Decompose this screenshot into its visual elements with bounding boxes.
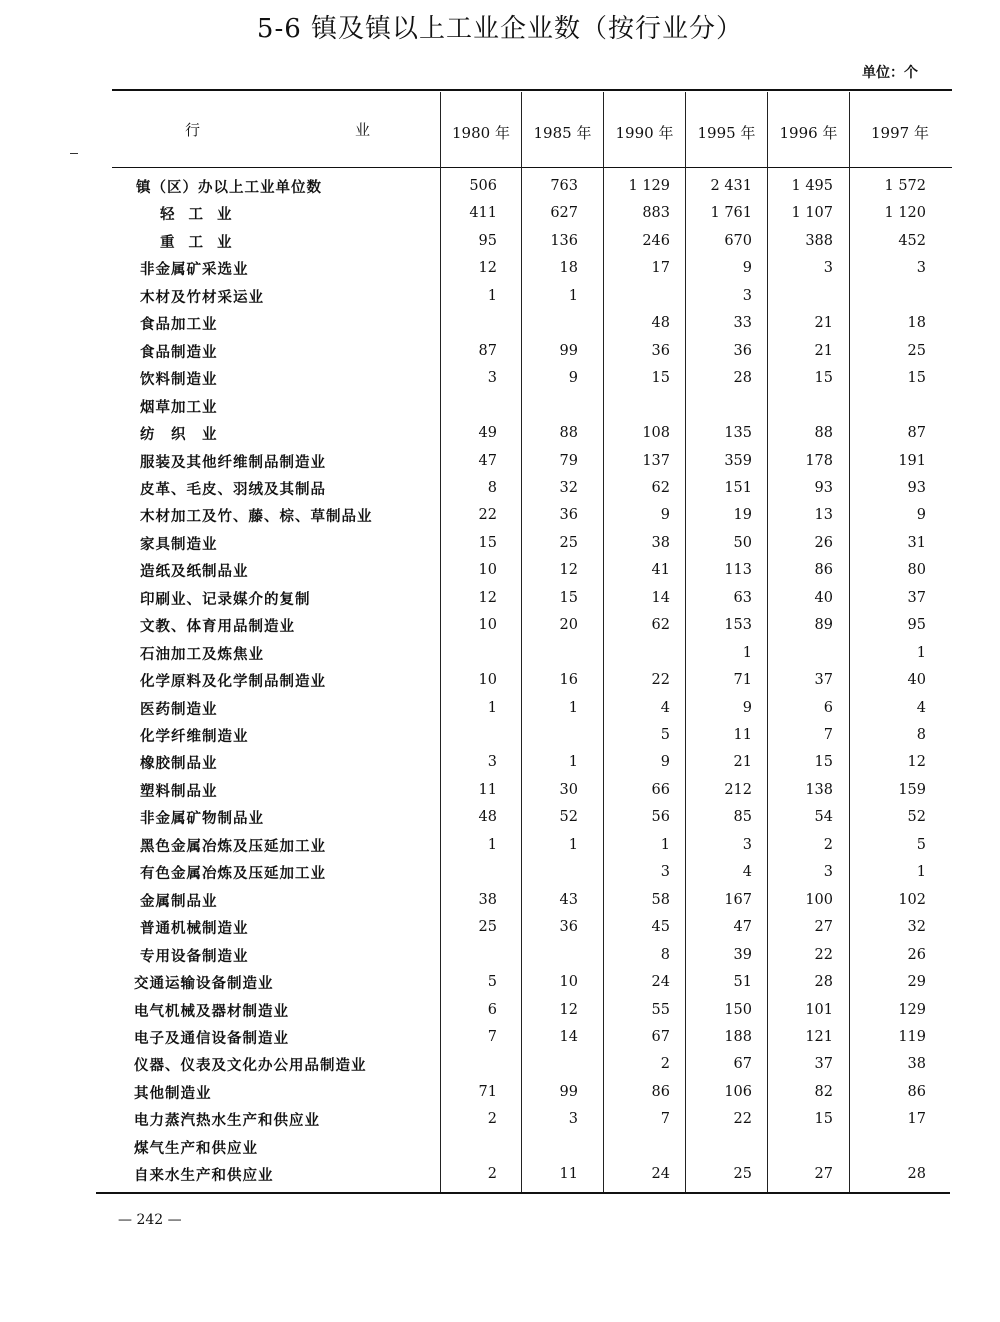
row-label: 塑料制品业	[140, 783, 218, 800]
row-value: 8	[487, 479, 497, 496]
row-value: 52	[907, 809, 926, 826]
row-value: 86	[814, 562, 833, 579]
year-header: 1985 年	[533, 124, 592, 142]
table-row	[0, 698, 1000, 725]
table-row	[0, 313, 1000, 340]
row-value: 37	[814, 672, 833, 689]
row-value: 1 495	[791, 178, 833, 194]
row-value: 3	[916, 260, 926, 277]
row-value: 129	[898, 1001, 926, 1018]
row-value: 411	[469, 205, 497, 222]
row-value: 87	[907, 425, 926, 442]
row-value: 178	[805, 452, 833, 469]
row-value: 37	[814, 1056, 833, 1073]
row-label: 服装及其他纤维制品制造业	[140, 454, 326, 471]
row-label: 交通运输设备制造业	[134, 976, 274, 993]
row-value: 48	[651, 315, 670, 332]
row-value: 38	[907, 1056, 926, 1073]
row-value: 36	[559, 919, 578, 936]
row-value: 5	[487, 974, 497, 991]
row-value: 138	[805, 781, 833, 798]
row-value: 2 431	[710, 178, 752, 194]
table-row	[0, 1109, 1000, 1136]
row-value: 119	[898, 1028, 926, 1045]
row-value: 17	[651, 260, 670, 277]
industry-column-header	[185, 119, 370, 140]
row-label: 印刷业、记录媒介的复制	[140, 591, 311, 608]
table-row	[0, 972, 1000, 999]
row-value: 13	[814, 507, 833, 524]
row-value: 27	[814, 1166, 833, 1183]
row-value: 38	[478, 891, 497, 908]
row-label: 食品加工业	[140, 317, 218, 334]
row-value: 1	[916, 644, 926, 661]
industry-header-right: 业	[354, 121, 370, 139]
year-header: 1980 年	[452, 124, 510, 142]
row-label: 木材及竹材采运业	[140, 289, 264, 306]
row-value: 15	[814, 1111, 833, 1128]
row-label: 电力蒸汽热水生产和供应业	[134, 1113, 320, 1130]
row-value: 51	[733, 974, 752, 991]
page-number: — 242 —	[118, 1212, 182, 1228]
row-value: 40	[907, 672, 926, 689]
table-row	[0, 670, 1000, 697]
row-value: 10	[478, 562, 497, 579]
row-value: 93	[907, 479, 926, 496]
row-value: 93	[814, 479, 833, 496]
row-value: 3	[823, 864, 833, 881]
table-row	[0, 890, 1000, 917]
row-label: 纺 织 业	[140, 427, 218, 444]
row-value: 38	[651, 534, 670, 551]
row-value: 67	[651, 1028, 670, 1045]
row-value: 191	[898, 452, 926, 469]
row-value: 212	[724, 781, 752, 798]
row-value: 1	[487, 699, 497, 716]
row-label: 其他制造业	[134, 1085, 212, 1102]
row-value: 8	[916, 727, 926, 743]
row-value: 41	[651, 562, 670, 579]
row-value: 3	[660, 864, 670, 881]
table-row	[0, 1137, 1000, 1164]
row-value: 1	[487, 287, 497, 304]
row-value: 55	[651, 1001, 670, 1018]
table-row	[0, 780, 1000, 807]
row-value: 11	[559, 1166, 578, 1183]
row-value: 62	[651, 617, 670, 634]
row-value: 14	[559, 1028, 578, 1045]
row-value: 9	[742, 699, 752, 716]
row-value: 12	[907, 754, 926, 771]
table-row	[0, 505, 1000, 532]
row-value: 1	[916, 864, 926, 881]
row-value: 36	[651, 342, 670, 359]
row-value: 1	[568, 754, 578, 771]
row-value: 52	[559, 809, 578, 826]
table-row	[0, 478, 1000, 505]
row-value: 1 120	[884, 205, 926, 222]
table-row	[0, 1082, 1000, 1109]
row-label: 轻工业	[160, 207, 246, 224]
table-row	[0, 588, 1000, 615]
row-value: 113	[724, 562, 752, 579]
row-value: 62	[651, 479, 670, 496]
row-value: 24	[651, 1166, 670, 1183]
row-value: 32	[907, 919, 926, 936]
row-value: 506	[469, 178, 497, 194]
row-value: 2	[660, 1056, 670, 1073]
row-value: 6	[487, 1001, 497, 1018]
row-value: 3	[568, 1111, 578, 1128]
row-value: 28	[733, 370, 752, 387]
row-value: 79	[559, 452, 578, 469]
row-label: 化学原料及化学制品制造业	[140, 674, 326, 691]
row-value: 85	[733, 809, 752, 826]
year-header: 1995 年	[697, 124, 756, 142]
row-value: 63	[733, 589, 752, 606]
row-value: 452	[898, 232, 926, 249]
industry-header-left: 行	[185, 121, 201, 139]
table-row	[0, 1000, 1000, 1027]
row-label: 仪器、仪表及文化办公用品制造业	[134, 1058, 367, 1075]
row-value: 82	[814, 1083, 833, 1100]
row-value: 14	[651, 589, 670, 606]
row-value: 4	[916, 699, 926, 716]
row-label: 食品制造业	[140, 344, 218, 361]
row-value: 26	[907, 946, 926, 963]
table-row	[0, 643, 1000, 670]
row-value: 20	[559, 617, 578, 634]
row-value: 33	[733, 315, 752, 332]
table-row	[0, 203, 1000, 230]
row-value: 1 572	[884, 178, 926, 194]
row-value: 24	[651, 974, 670, 991]
row-value: 7	[660, 1111, 670, 1128]
row-value: 15	[814, 754, 833, 771]
row-value: 89	[814, 617, 833, 634]
table-row	[0, 341, 1000, 368]
header-bottom-rule	[112, 167, 952, 168]
row-value: 31	[907, 534, 926, 551]
row-value: 54	[814, 809, 833, 826]
row-value: 3	[742, 287, 752, 304]
row-value: 25	[559, 534, 578, 551]
row-value: 15	[907, 370, 926, 387]
row-value: 39	[733, 946, 752, 963]
row-value: 19	[733, 507, 752, 524]
row-label: 木材加工及竹、藤、棕、草制品业	[140, 509, 373, 526]
row-value: 763	[550, 178, 578, 194]
row-value: 22	[478, 507, 497, 524]
row-value: 153	[724, 617, 752, 634]
row-value: 87	[478, 342, 497, 359]
row-value: 22	[814, 946, 833, 963]
row-value: 95	[907, 617, 926, 634]
row-label: 文教、体育用品制造业	[140, 619, 295, 636]
row-value: 36	[559, 507, 578, 524]
row-value: 66	[651, 781, 670, 798]
row-value: 2	[823, 836, 833, 853]
table-row	[0, 176, 1000, 203]
row-value: 1	[568, 836, 578, 853]
row-value: 15	[478, 534, 497, 551]
table-row	[0, 917, 1000, 944]
row-value: 21	[814, 342, 833, 359]
row-label: 煤气生产和供应业	[134, 1140, 258, 1157]
row-value: 2	[487, 1111, 497, 1128]
row-label: 饮料制造业	[140, 372, 218, 389]
row-value: 15	[651, 370, 670, 387]
row-value: 1	[487, 836, 497, 853]
row-value: 9	[742, 260, 752, 277]
row-value: 16	[559, 672, 578, 689]
row-value: 95	[478, 232, 497, 249]
row-value: 102	[898, 891, 926, 908]
row-label: 专用设备制造业	[140, 948, 249, 965]
row-value: 9	[916, 507, 926, 524]
row-value: 25	[478, 919, 497, 936]
row-value: 9	[660, 507, 670, 524]
table-row	[0, 423, 1000, 450]
row-value: 3	[823, 260, 833, 277]
row-label: 医药制造业	[140, 701, 218, 718]
row-value: 15	[559, 589, 578, 606]
row-value: 10	[478, 672, 497, 689]
row-value: 40	[814, 589, 833, 606]
row-value: 2	[487, 1166, 497, 1183]
row-value: 3	[742, 836, 752, 853]
unit-label: 单位：个	[862, 65, 918, 81]
row-label: 黑色金属冶炼及压延加工业	[140, 838, 326, 855]
row-value: 121	[805, 1028, 833, 1045]
row-value: 22	[651, 672, 670, 689]
row-value: 48	[478, 809, 497, 826]
row-value: 47	[733, 919, 752, 936]
row-value: 58	[651, 891, 670, 908]
row-value: 627	[550, 205, 578, 222]
row-label: 普通机械制造业	[140, 921, 249, 938]
row-label: 有色金属冶炼及压延加工业	[140, 866, 326, 883]
row-value: 4	[660, 699, 670, 716]
table-row	[0, 862, 1000, 889]
row-value: 21	[733, 754, 752, 771]
table-row	[0, 615, 1000, 642]
page-title: 5-6 镇及镇以上工业企业数（按行业分）	[256, 14, 744, 44]
row-value: 28	[814, 974, 833, 991]
row-value: 86	[651, 1083, 670, 1100]
table-row	[0, 835, 1000, 862]
row-label: 电气机械及器材制造业	[134, 1003, 289, 1020]
row-value: 883	[642, 205, 670, 222]
row-value: 136	[550, 232, 578, 249]
row-value: 4	[742, 864, 752, 881]
row-value: 88	[559, 425, 578, 442]
table-row	[0, 1054, 1000, 1081]
row-label: 自来水生产和供应业	[134, 1168, 274, 1185]
table-row	[0, 1027, 1000, 1054]
row-value: 135	[724, 425, 752, 442]
row-value: 11	[733, 727, 752, 743]
row-value: 12	[559, 1001, 578, 1018]
row-value: 29	[907, 974, 926, 991]
row-label: 电子及通信设备制造业	[134, 1030, 289, 1047]
table-row	[0, 286, 1000, 313]
row-label: 金属制品业	[140, 893, 218, 910]
table-row	[0, 725, 1000, 752]
row-value: 246	[642, 232, 670, 249]
row-value: 21	[814, 315, 833, 332]
table-row	[0, 807, 1000, 834]
row-label: 重工业	[160, 234, 246, 251]
year-header: 1996 年	[779, 124, 838, 142]
table-row	[0, 451, 1000, 478]
table-row	[0, 368, 1000, 395]
row-value: 167	[724, 891, 752, 908]
row-label: 化学纤维制造业	[140, 729, 249, 745]
table-row	[0, 396, 1000, 423]
row-value: 26	[814, 534, 833, 551]
row-value: 5	[916, 836, 926, 853]
row-value: 6	[823, 699, 833, 716]
row-value: 28	[907, 1166, 926, 1183]
row-label: 镇（区）办以上工业单位数	[136, 180, 322, 196]
row-value: 151	[724, 479, 752, 496]
row-value: 88	[814, 425, 833, 442]
row-value: 3	[487, 754, 497, 771]
row-value: 9	[660, 754, 670, 771]
row-value: 7	[823, 727, 833, 743]
row-value: 108	[642, 425, 670, 442]
row-value: 71	[733, 672, 752, 689]
row-value: 1	[742, 644, 752, 661]
table-top-rule	[112, 89, 952, 91]
row-value: 86	[907, 1083, 926, 1100]
row-value: 1 761	[710, 205, 752, 222]
row-value: 1	[660, 836, 670, 853]
row-label: 石油加工及炼焦业	[140, 646, 264, 663]
table-row	[0, 258, 1000, 285]
row-value: 5	[660, 727, 670, 743]
row-value: 25	[907, 342, 926, 359]
scan-mark	[70, 153, 78, 154]
row-value: 50	[733, 534, 752, 551]
row-value: 11	[478, 781, 497, 798]
row-value: 12	[478, 589, 497, 606]
row-value: 18	[559, 260, 578, 277]
table-row	[0, 945, 1000, 972]
row-value: 43	[559, 891, 578, 908]
row-value: 37	[907, 589, 926, 606]
row-value: 670	[724, 232, 752, 249]
row-value: 12	[478, 260, 497, 277]
row-label: 皮革、毛皮、羽绒及其制品	[140, 481, 326, 498]
table-row	[0, 533, 1000, 560]
row-value: 30	[559, 781, 578, 798]
row-value: 71	[478, 1083, 497, 1100]
row-value: 27	[814, 919, 833, 936]
row-label: 非金属矿采选业	[140, 262, 249, 279]
row-value: 100	[805, 891, 833, 908]
row-value: 22	[733, 1111, 752, 1128]
row-value: 32	[559, 479, 578, 496]
row-value: 8	[660, 946, 670, 963]
row-value: 1	[568, 287, 578, 304]
row-value: 99	[559, 342, 578, 359]
row-value: 47	[478, 452, 497, 469]
row-label: 橡胶制品业	[140, 756, 218, 773]
row-value: 49	[478, 425, 497, 442]
row-value: 359	[724, 452, 752, 469]
row-value: 1 107	[791, 205, 833, 222]
row-value: 101	[805, 1001, 833, 1018]
year-header: 1997 年	[871, 124, 929, 142]
row-value: 25	[733, 1166, 752, 1183]
year-header: 1990 年	[615, 124, 674, 142]
row-value: 137	[642, 452, 670, 469]
row-value: 10	[478, 617, 497, 634]
row-value: 150	[724, 1001, 752, 1018]
row-value: 1 129	[628, 178, 670, 194]
row-value: 56	[651, 809, 670, 826]
row-value: 10	[559, 974, 578, 991]
table-row	[0, 231, 1000, 258]
row-label: 非金属矿物制品业	[140, 811, 264, 828]
row-value: 1	[568, 699, 578, 716]
row-value: 12	[559, 562, 578, 579]
row-value: 9	[568, 370, 578, 387]
row-value: 3	[487, 370, 497, 387]
row-label: 烟草加工业	[140, 399, 218, 416]
table-bottom-rule	[96, 1192, 950, 1194]
table-row	[0, 1164, 1000, 1191]
row-value: 15	[814, 370, 833, 387]
row-value: 188	[724, 1028, 752, 1045]
row-value: 99	[559, 1083, 578, 1100]
row-value: 159	[898, 781, 926, 798]
row-value: 36	[733, 342, 752, 359]
row-value: 388	[805, 232, 833, 249]
row-value: 80	[907, 562, 926, 579]
row-value: 45	[651, 919, 670, 936]
row-label: 家具制造业	[140, 536, 218, 553]
row-label: 造纸及纸制品业	[140, 564, 249, 581]
table-row	[0, 752, 1000, 779]
row-value: 67	[733, 1056, 752, 1073]
table-row	[0, 560, 1000, 587]
row-value: 106	[724, 1083, 752, 1100]
row-value: 18	[907, 315, 926, 332]
row-value: 7	[487, 1028, 497, 1045]
row-value: 17	[907, 1111, 926, 1128]
